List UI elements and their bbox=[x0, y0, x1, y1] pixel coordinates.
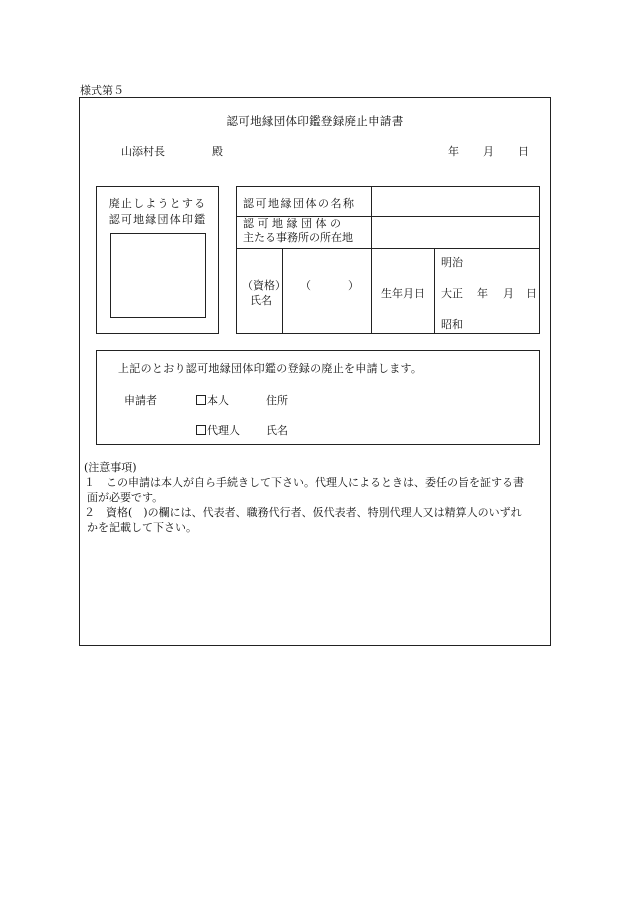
era-meiji: 明治 bbox=[441, 256, 463, 269]
checkbox-icon[interactable] bbox=[196, 425, 206, 435]
person-name-label: 氏名 bbox=[250, 294, 272, 307]
form-number: 様式第５ bbox=[80, 84, 124, 97]
note-2-line2: かを記載して下さい。 bbox=[87, 521, 197, 534]
qualification-label: （資格） bbox=[242, 279, 286, 292]
table-divider bbox=[434, 248, 435, 333]
table-divider bbox=[371, 248, 372, 333]
seal-title bbox=[97, 196, 218, 228]
qualification-paren-open: （ bbox=[300, 279, 311, 292]
notes-section bbox=[84, 460, 550, 535]
form-title: 認可地縁団体印鑑登録廃止申請書 bbox=[226, 114, 404, 128]
date-month-label: 月 bbox=[483, 145, 494, 158]
honorific: 殿 bbox=[212, 145, 223, 158]
group-name-label: 認可地縁団体の名称 bbox=[243, 197, 356, 210]
applicant-address-label: 住所 bbox=[266, 394, 288, 407]
checkbox-icon[interactable] bbox=[196, 395, 206, 405]
seal-section bbox=[96, 186, 219, 334]
option-proxy-label: 代理人 bbox=[207, 424, 240, 437]
birth-day-label: 日 bbox=[526, 287, 537, 300]
addressee: 山添村長 bbox=[121, 145, 165, 158]
date-day-label: 日 bbox=[518, 145, 529, 158]
applicant-label: 申請者 bbox=[124, 394, 157, 407]
birth-year-label: 年 bbox=[477, 287, 488, 300]
note-1-line2: 面が必要です。 bbox=[87, 491, 164, 504]
birth-date-label: 生年月日 bbox=[381, 287, 425, 300]
note-1-line1: １ この申請は本人が自ら手続きして下さい。代理人によるときは、委任の旨を証する書 bbox=[84, 476, 524, 489]
option-self bbox=[196, 392, 229, 408]
application-section bbox=[96, 350, 540, 445]
notes-heading: (注意事項) bbox=[84, 461, 137, 474]
office-address-label-line1: 認 可 地 縁 団 体 の bbox=[243, 217, 341, 230]
note-2-line1: ２ 資格( )の欄には、代表者、職務代行者、仮代表者、特別代理人又は精算人のいずれ bbox=[84, 506, 522, 519]
seal-title-line1: 廃止しようとする bbox=[108, 197, 207, 210]
option-self-label: 本人 bbox=[207, 394, 229, 407]
seal-impression-box[interactable] bbox=[110, 233, 206, 318]
application-statement: 上記のとおり認可地縁団体印鑑の登録の廃止を申請します。 bbox=[118, 362, 423, 375]
option-proxy bbox=[196, 422, 240, 438]
qualification-paren-close: ） bbox=[348, 279, 359, 292]
era-showa: 昭和 bbox=[441, 318, 463, 331]
date-year-label: 年 bbox=[448, 145, 459, 158]
info-table bbox=[236, 186, 540, 334]
office-address-label bbox=[243, 217, 353, 245]
era-taisho: 大正 bbox=[441, 287, 463, 300]
applicant-name-label: 氏名 bbox=[266, 424, 288, 437]
seal-title-line2: 認可地縁団体印鑑 bbox=[108, 213, 207, 226]
birth-month-label: 月 bbox=[503, 287, 514, 300]
table-divider bbox=[371, 187, 372, 248]
office-address-label-line2: 主たる事務所の所在地 bbox=[243, 231, 353, 244]
